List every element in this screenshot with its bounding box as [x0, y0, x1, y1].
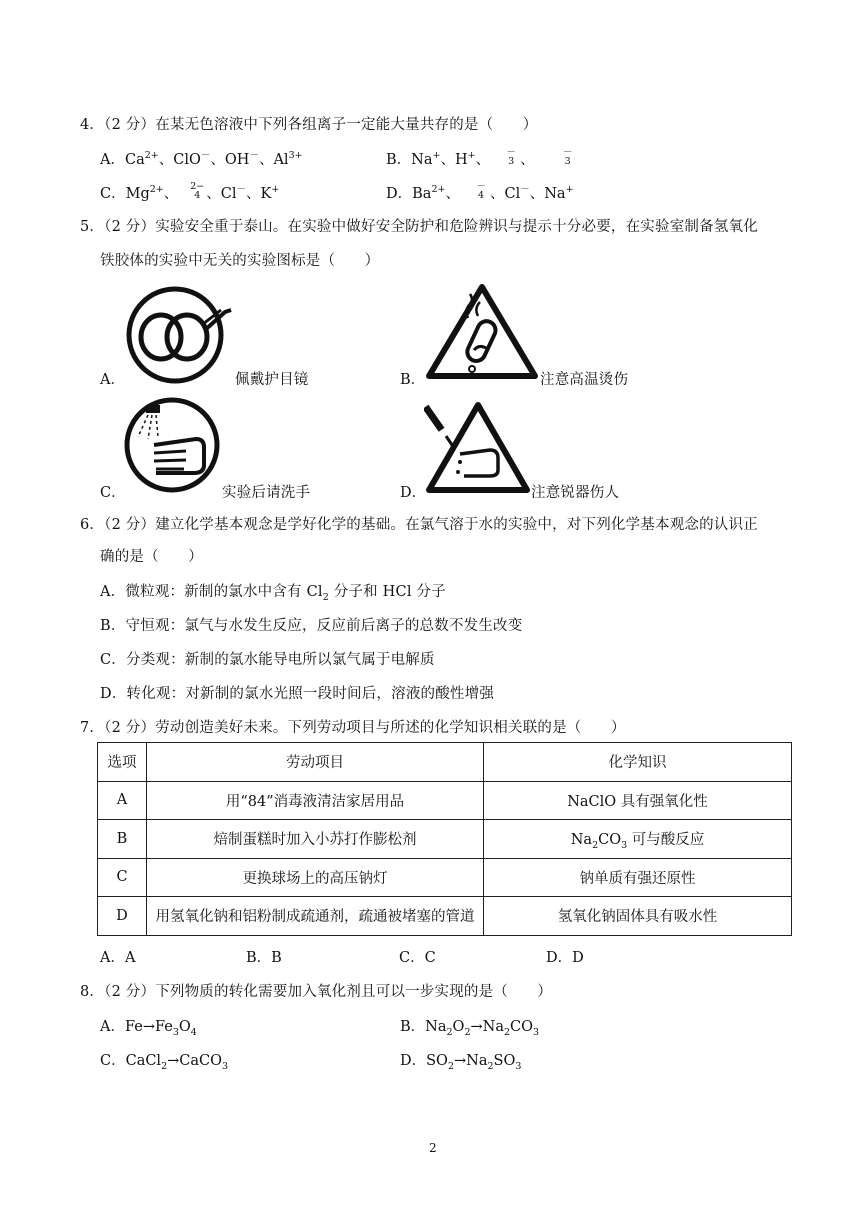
q4-stem: 4．（2 分）在某无色溶液中下列各组离子一定能大量共存的是（ ）	[80, 117, 538, 133]
table-row	[98, 858, 792, 897]
charge: 2+	[144, 150, 159, 162]
formula-text: B．Na	[400, 1019, 447, 1035]
formula-text: C．CaCl	[100, 1053, 162, 1069]
charge: －	[520, 184, 530, 196]
ion-script	[188, 182, 206, 200]
q6-option-d[interactable]: D．转化观：对新制的氯水光照一段时间后，溶液的酸性增强	[100, 686, 495, 702]
formula-text: A．Fe→Fe	[100, 1019, 173, 1035]
ion-script	[559, 148, 577, 166]
q5-option-b-caption: 注意高温烫伤	[540, 372, 629, 388]
subscript: 2	[592, 840, 599, 852]
charge: +	[565, 184, 574, 196]
formula-text: →Na	[470, 1019, 504, 1035]
cell-option: B	[98, 820, 147, 859]
formula-text: D．SO	[400, 1053, 448, 1069]
header-labor: 劳动项目	[147, 743, 484, 782]
cell-knowledge: 氢氧化钠固体具有吸水性	[484, 897, 792, 936]
subscript: 3	[621, 840, 628, 852]
charge: 2+	[431, 184, 446, 196]
formula-text: CO	[598, 832, 622, 849]
formula-text: →CaCO	[167, 1053, 222, 1069]
option-text: A．微粒观：新制的氯水中含有 Cl	[100, 584, 323, 600]
q5-option-d-caption: 注意锐器伤人	[531, 485, 620, 501]
table-header-row	[98, 743, 792, 782]
option-letter: C．	[100, 186, 126, 202]
subscript: 2	[503, 1026, 511, 1038]
cell-labor: 用氢氧化钠和铝粉制成疏通剂，疏通被堵塞的管道	[147, 897, 484, 936]
subscript: 3	[172, 1026, 179, 1038]
q5-option-c-letter[interactable]: C．	[100, 485, 126, 501]
ion-text: Na	[411, 152, 433, 168]
header-knowledge: 化学知识	[484, 743, 792, 782]
subscript: 3	[508, 156, 515, 167]
cell-option: D	[98, 897, 147, 936]
charge: －	[476, 181, 486, 192]
q7-answer-c[interactable]: C．C	[399, 950, 436, 966]
cell-labor: 焙制蛋糕时加入小苏打作膨松剂	[147, 820, 484, 859]
sharp-object-warning-icon	[424, 400, 532, 496]
q7-table	[97, 742, 792, 936]
q5-stem-line1: 5．（2 分）实验安全重于泰山。在实验中做好安全防护和危险辨识与提示十分必要，在实验室制备氢氧化	[80, 219, 758, 235]
hand-washing-icon	[124, 393, 224, 497]
charge: +	[467, 150, 476, 162]
q7-answer-d[interactable]: D．D	[546, 950, 584, 966]
subscript: 3	[564, 156, 571, 167]
ion-text: 、	[475, 152, 491, 168]
subscript: 2	[447, 1060, 454, 1072]
cell-labor: 更换球场上的高压钠灯	[147, 858, 484, 897]
charge: +	[432, 150, 441, 162]
q7-answer-a[interactable]: A．A	[100, 950, 136, 966]
charge: －	[249, 150, 259, 162]
ion-text: 、Cl	[489, 186, 521, 202]
ion-text: 、	[520, 152, 535, 168]
subscript: 4	[194, 190, 201, 201]
option-text: 分子和 HCl 分子	[328, 584, 446, 600]
subscript: 4	[477, 190, 484, 201]
formula-text: 可与酸反应	[627, 832, 705, 849]
subscript: 2	[446, 1026, 453, 1038]
formula-text: →Na	[454, 1053, 488, 1069]
option-letter: D．	[386, 186, 413, 202]
ion-text: 、H	[440, 152, 468, 168]
formula-text: O	[178, 1019, 191, 1035]
ion-text: Ba	[412, 186, 432, 202]
q4-option-d[interactable]	[386, 182, 574, 203]
q7-stem: 7．（2 分）劳动创造美好未来。下列劳动项目与所述的化学知识相关联的是（ ）	[80, 720, 626, 736]
formula-text: Na	[570, 832, 593, 849]
formula-text: CO	[510, 1019, 533, 1035]
ion-text: 、Cl	[206, 186, 237, 202]
charge: －	[236, 184, 247, 196]
formula-text: O	[452, 1019, 465, 1035]
q4-option-b[interactable]	[386, 148, 577, 169]
subscript: 3	[515, 1060, 522, 1072]
q8-option-c[interactable]	[100, 1049, 228, 1070]
q5-option-a-letter[interactable]: A．	[100, 372, 125, 388]
header-option: 选项	[98, 743, 147, 782]
ion-text: 、K	[246, 186, 272, 202]
option-letter: A．	[100, 152, 125, 168]
q5-option-d-letter[interactable]: D．	[400, 485, 427, 501]
q6-option-b[interactable]: B．守恒观：氯气与水发生反应，反应前后离子的总数不发生改变	[100, 618, 523, 634]
q6-stem-line2: 确的是（ ）	[100, 549, 203, 565]
subscript: 2	[322, 591, 329, 603]
table-row	[98, 897, 792, 936]
charge: －	[562, 147, 573, 158]
subscript: 3	[533, 1026, 540, 1038]
q4-option-a[interactable]	[100, 148, 303, 169]
ion-text: 、Al	[258, 152, 289, 168]
subscript: 2	[464, 1026, 471, 1038]
cell-labor: 用“84”消毒液清洁家居用品	[147, 781, 484, 820]
ion-text: 、OH	[210, 152, 250, 168]
subscript: 4	[190, 1026, 197, 1038]
option-letter: B．	[386, 152, 412, 168]
q5-option-a-caption: 佩戴护目镜	[235, 372, 309, 388]
q6-option-c[interactable]: C．分类观：新制的氯水能导电所以氯气属于电解质	[100, 652, 435, 668]
ion-text: Ca	[124, 152, 145, 168]
q8-option-a[interactable]	[100, 1015, 197, 1036]
table-row	[98, 820, 792, 859]
q6-stem-line1: 6．（2 分）建立化学基本观念是学好化学的基础。在氯气溶于水的实验中，对下列化学基本观念的认识正	[80, 517, 758, 533]
charge: 3+	[288, 150, 303, 162]
page-number: 2	[429, 1141, 437, 1155]
cell-knowledge: NaClO 具有强氧化性	[484, 781, 792, 820]
q8-option-d[interactable]	[400, 1049, 521, 1070]
ion-text: Mg	[125, 186, 150, 202]
q8-stem: 8．（2 分）下列物质的转化需要加入氧化剂且可以一步实现的是（ ）	[80, 984, 553, 1000]
cell-knowledge: 钠单质有强还原性	[484, 858, 792, 897]
cell-option: A	[98, 781, 147, 820]
subscript: 2	[161, 1060, 168, 1072]
subscript: 2	[487, 1060, 494, 1072]
ion-text: 、	[445, 186, 460, 202]
charge: 2+	[149, 184, 164, 196]
q5-option-c-caption: 实验后请洗手	[222, 485, 311, 501]
table-row	[98, 781, 792, 820]
subscript: 3	[222, 1060, 229, 1072]
cell-option: C	[98, 858, 147, 897]
charge: 2−	[190, 181, 205, 192]
ion-script	[472, 182, 490, 200]
ion-script	[502, 148, 520, 166]
q7-answer-b[interactable]: B．B	[246, 950, 282, 966]
q5-option-b-letter[interactable]: B．	[400, 372, 426, 388]
ion-text: 、Na	[529, 186, 566, 202]
formula-text: SO	[493, 1053, 516, 1069]
goggles-icon	[125, 280, 235, 390]
charge: －	[506, 147, 516, 158]
ion-text: 、ClO	[158, 152, 201, 168]
ion-text: 、	[163, 186, 179, 202]
q8-option-b[interactable]	[400, 1015, 539, 1036]
q6-option-a[interactable]	[100, 580, 446, 601]
charge: －	[200, 150, 211, 162]
cell-knowledge	[484, 820, 792, 859]
charge: +	[271, 184, 280, 196]
q4-option-c[interactable]	[100, 182, 279, 203]
hot-warning-icon	[424, 282, 540, 382]
q5-stem-line2: 铁胶体的实验中无关的实验图标是（ ）	[100, 253, 380, 269]
